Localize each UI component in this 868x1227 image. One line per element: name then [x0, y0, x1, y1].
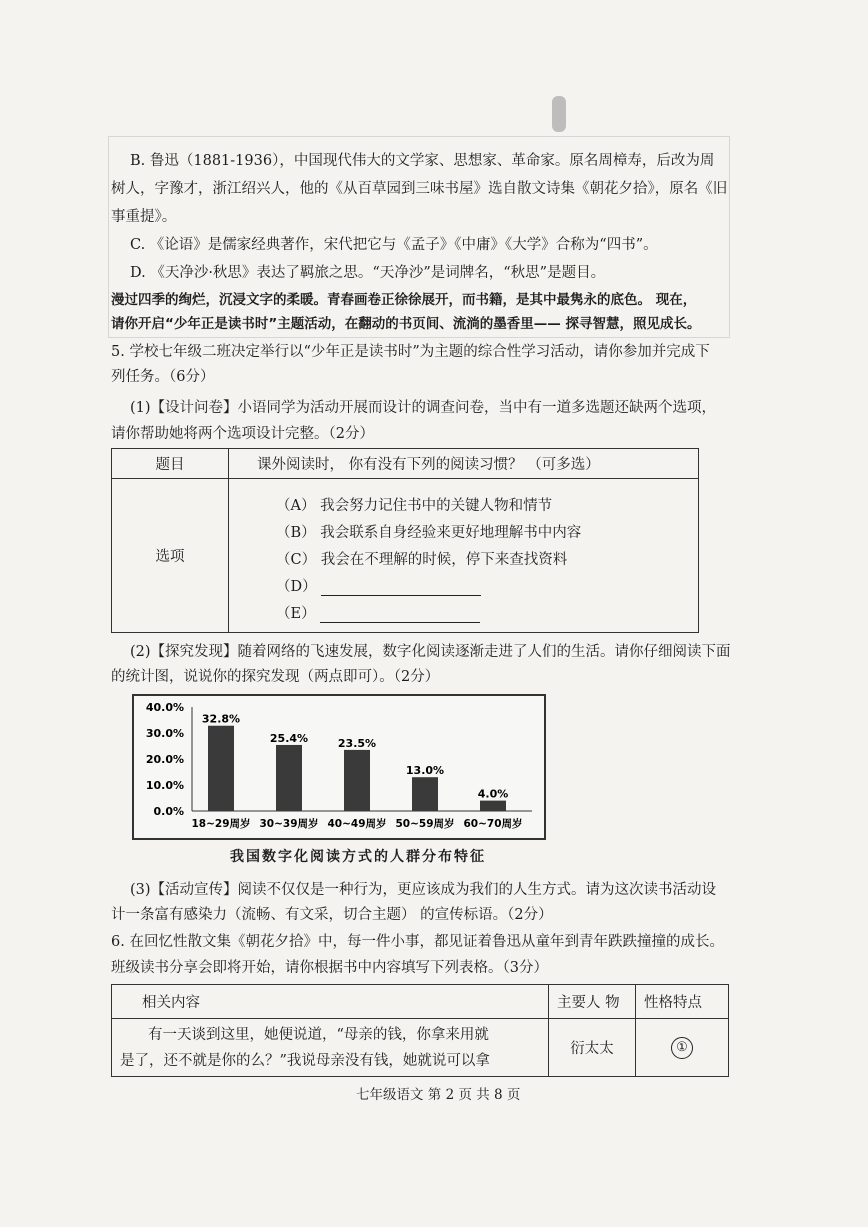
q6-header-trait: 性格特点 — [636, 985, 729, 1019]
bar — [412, 777, 438, 811]
survey-header-topic: 题目 — [112, 449, 229, 479]
bar-value-label: 13.0% — [405, 764, 445, 778]
q6-content-cell — [112, 1019, 549, 1077]
survey-option-d[interactable]: （D） — [276, 575, 481, 596]
q6-content-line-2: 是了，还不就是你的么？”我说母亲没有钱，她就说可以拿 — [120, 1052, 490, 1069]
option-c: C. 《论语》是儒家经典著作，宋代把它与《孟子》《中庸》《大学》合称为“四书”。 — [130, 237, 658, 253]
q6-line-1: 6. 在回忆性散文集《朝花夕拾》中，每一件小事，都见证着鲁迅从童年到青年跌跌撞撞的成长。 — [111, 934, 724, 950]
q5-2-line-1: (2)【探究发现】随着网络的飞速发展，数字化阅读逐渐走进了人们的生活。请你仔细阅读下面 — [130, 644, 731, 660]
survey-option-b: （B） 我会联系自身经验来更好地理解书中内容 — [276, 525, 582, 541]
y-tick-label: 0.0% — [153, 805, 184, 818]
bar-value-label: 23.5% — [337, 736, 377, 750]
q5-line-2: 列任务。（6分） — [111, 369, 215, 385]
survey-option-a: （A） 我会努力记住书中的关键人物和情节 — [276, 498, 553, 514]
bar — [276, 745, 302, 811]
bar-value-label: 32.8% — [201, 712, 241, 726]
option-b-line-1: B. 鲁迅（1881-1936），中国现代伟大的文学家、思想家、革命家。原名周樟寿，后改为周 — [130, 153, 715, 169]
q6-line-2: 班级读书分享会即将开始，请你根据书中内容填写下列表格。（3分） — [111, 960, 548, 976]
q6-table — [111, 984, 729, 1077]
bar-value-label: 4.0% — [477, 787, 509, 801]
q5-1-line-2: 请你帮助她将两个选项设计完整。（2分） — [111, 426, 374, 442]
y-tick-label: 20.0% — [145, 753, 184, 766]
q6-header-person: 主要人 物 — [549, 985, 636, 1019]
page-footer: 七年级语文 第 2 页 共 8 页 — [356, 1087, 521, 1103]
option-e-blank[interactable] — [320, 606, 480, 623]
survey-options-label: 选项 — [112, 479, 229, 633]
bar — [344, 750, 370, 811]
option-b-line-2: 树人，字豫才，浙江绍兴人，他的《从百草园到三味书屋》选自散文诗集《朝花夕拾》，原名《旧 — [111, 181, 728, 197]
q6-trait-cell[interactable] — [636, 1019, 729, 1077]
intro-line-2: 请你开启“少年正是读书时”主题活动，在翻动的书页间、流淌的墨香里—— 探寻智慧，照见成长。 — [111, 316, 701, 332]
q5-1-line-1: (1)【设计问卷】小语同学为活动开展而设计的调查问卷，当中有一道多选题还缺两个选项， — [130, 400, 717, 416]
x-tick-label: 60~70周岁 — [463, 818, 523, 830]
scan-blot — [552, 96, 566, 132]
survey-option-c: （C） 我会在不理解的时候，停下来查找资料 — [276, 552, 568, 568]
survey-option-e[interactable]: （E） — [276, 602, 480, 623]
x-tick-label: 40~49周岁 — [327, 818, 387, 830]
bar — [208, 726, 234, 811]
intro-line-1: 漫过四季的绚烂，沉浸文字的柔暖。青春画卷正徐徐展开，而书籍，是其中最隽永的底色。 现在， — [111, 292, 697, 308]
x-tick-label: 30~39周岁 — [259, 818, 319, 830]
q5-3-line-2: 计一条富有感染力（流畅、有文采，切合主题） 的宣传标语。（2分） — [111, 907, 553, 923]
x-tick-label: 18~29周岁 — [191, 818, 251, 830]
q5-3-line-1: (3)【活动宣传】阅读不仅仅是一种行为，更应该成为我们的人生方式。请为这次读书活动设 — [130, 882, 717, 898]
q5-2-line-2: 的统计图，说说你的探究发现（两点即可）。（2分） — [111, 669, 440, 685]
option-b-line-3: 事重提》。 — [111, 209, 177, 225]
y-tick-label: 30.0% — [145, 727, 184, 740]
q6-content-line-1: 有一天谈到这里，她便说道，“母亲的钱，你拿来用就 — [148, 1026, 489, 1043]
y-tick-label: 10.0% — [145, 779, 184, 792]
y-tick-label: 40.0% — [145, 701, 184, 714]
q5-line-1: 5. 学校七年级二班决定举行以“少年正是读书时”为主题的综合性学习活动，请你参加并完成下 — [111, 344, 710, 360]
chart-title: 我国数字化阅读方式的人群分布特征 — [230, 849, 486, 865]
trait-blank-1[interactable]: ① — [671, 1037, 693, 1059]
bar-chart — [132, 694, 546, 840]
option-d: D. 《天净沙·秋思》表达了羁旅之思。“天净沙”是词牌名，“秋思”是题目。 — [130, 265, 606, 281]
bar-value-label: 25.4% — [269, 731, 309, 745]
option-d-blank[interactable] — [321, 579, 481, 596]
x-tick-label: 50~59周岁 — [395, 818, 455, 830]
q6-header-content: 相关内容 — [112, 985, 549, 1019]
survey-header-question: 课外阅读时， 你有没有下列的阅读习惯？ （可多选） — [229, 449, 699, 479]
q6-person-cell: 衍太太 — [549, 1019, 636, 1077]
bar — [480, 801, 506, 811]
